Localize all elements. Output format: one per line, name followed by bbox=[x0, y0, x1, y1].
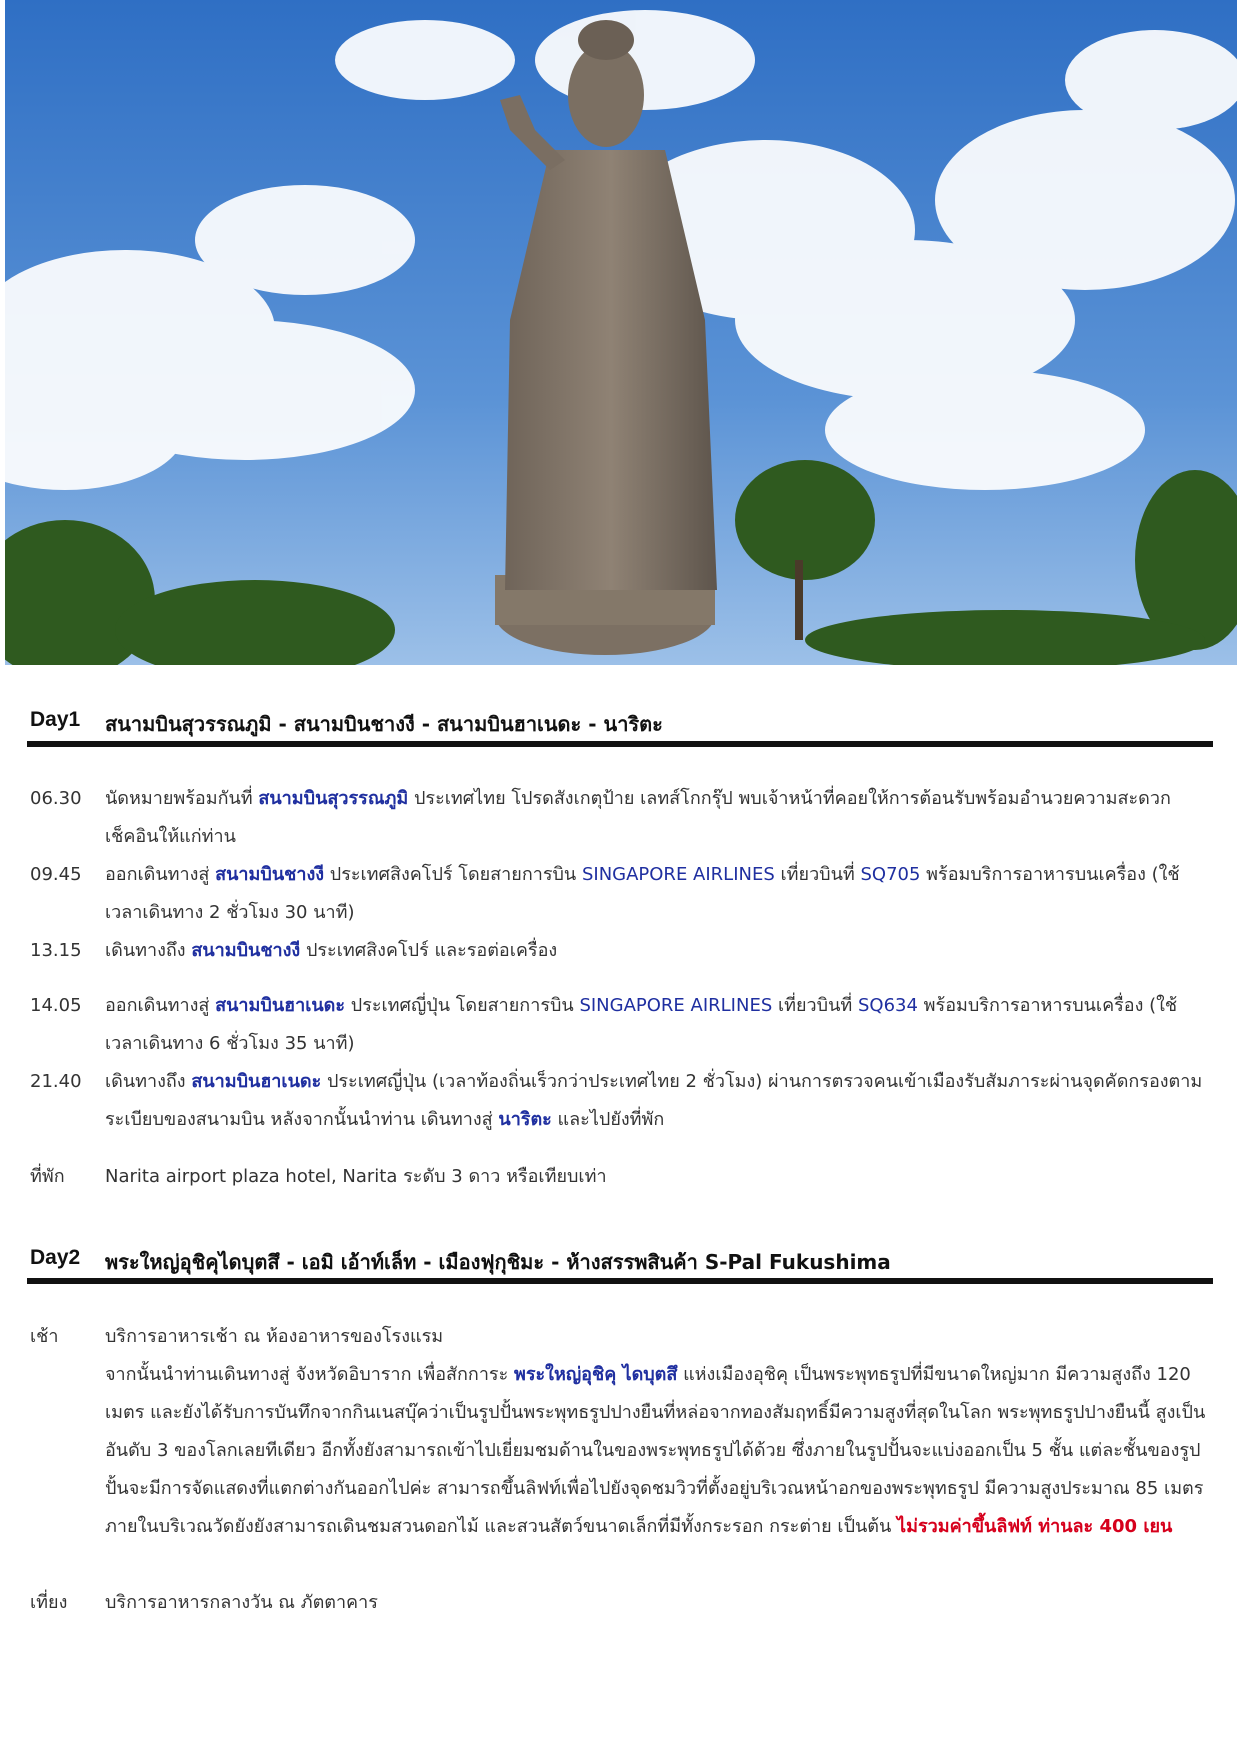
row-time: ที่พัก bbox=[30, 1166, 65, 1187]
day1-label: Day1 bbox=[30, 708, 81, 731]
airport-highlight: สนามบินสุวรรณภูมิ bbox=[258, 788, 409, 809]
day2-label: Day2 bbox=[30, 1246, 81, 1269]
row-text-part: เดินทางถึง bbox=[105, 1071, 192, 1092]
day2-title: พระใหญ่อุชิคุไดบุตสึ - เอมิ เอ้าท์เล็ท - เมืองฟุกุชิมะ - ห้างสรรพสินค้า S-Pal Fukushima bbox=[105, 1250, 891, 1274]
row-text-part: ออกเดินทางสู่ bbox=[105, 995, 216, 1016]
row-text bbox=[105, 1318, 1215, 1546]
airport-highlight: สนามบินฮาเนดะ bbox=[191, 1071, 322, 1092]
attraction-highlight: พระใหญ่อุชิคุ ไดบุตสึ bbox=[513, 1364, 678, 1385]
row-text-part: ประเทศไทย โปรดสังเกตุป้าย เลทส์โกกรุ๊ป พบเจ้าหน้าที่คอยให้การต้อนรับพร้อมอำนวยความสะดวก bbox=[408, 788, 1171, 809]
airline-name: SINGAPORE AIRLINES bbox=[581, 864, 775, 885]
row-time: 14.05 bbox=[30, 995, 82, 1016]
row-text-part: ระเบียบของสนามบิน หลังจากนั้นนำท่าน เดินทางสู่ bbox=[105, 1109, 499, 1130]
row-text-part: เช็คอินให้แก่ท่าน bbox=[105, 826, 236, 847]
day1-divider bbox=[27, 741, 1213, 747]
row-text-part: ประเทศสิงคโปร์ และรอต่อเครื่อง bbox=[300, 940, 558, 961]
row-text-part: เวลาเดินทาง 2 ชั่วโมง 30 นาที) bbox=[105, 902, 355, 923]
row-text bbox=[105, 856, 1215, 932]
airport-highlight: สนามบินชางงี bbox=[215, 864, 325, 885]
row-text bbox=[105, 987, 1215, 1063]
row-text-part: ประเทศสิงคโปร์ โดยสายการบิน bbox=[324, 864, 582, 885]
row-text-part: แห่งเมืองอุชิคุ เป็นพระพุทธรูปที่มีขนาดใหญ่มาก มีความสูงถึง 120 bbox=[677, 1364, 1191, 1385]
airport-highlight: สนามบินฮาเนดะ bbox=[215, 995, 346, 1016]
flight-number: SQ634 bbox=[857, 995, 918, 1016]
row-time: เช้า bbox=[30, 1326, 59, 1347]
day1-title: สนามบินสุวรรณภูมิ - สนามบินชางงี - สนามบินฮาเนดะ - นาริตะ bbox=[105, 712, 663, 736]
row-text-part: พร้อมบริการอาหารบนเครื่อง (ใช้ bbox=[917, 995, 1178, 1016]
hero-photo bbox=[5, 0, 1237, 665]
airline-name: SINGAPORE AIRLINES bbox=[579, 995, 773, 1016]
row-text-part: พร้อมบริการอาหารบนเครื่อง (ใช้ bbox=[920, 864, 1180, 885]
row-text-part: ออกเดินทางสู่ bbox=[105, 864, 216, 885]
row-text-part: ประเทศญี่ปุ่น โดยสายการบิน bbox=[345, 995, 580, 1016]
row-time: 09.45 bbox=[30, 864, 82, 885]
row-text-part: อันดับ 3 ของโลกเลยทีเดียว อีกทั้งยังสามารถเข้าไปเยี่ยมชมด้านในของพระพุทธรูปได้ด้วย ซึ่งภายในรูปปั้นจะแบ่งออกเป็น 5 ชั้น แต่ละชั้นของรูป bbox=[105, 1440, 1201, 1461]
row-text-part: จากนั้นนำท่านเดินทางสู่ จังหวัดอิบาราก เพื่อสักการะ bbox=[105, 1364, 514, 1385]
row-text bbox=[105, 780, 1215, 856]
day2-divider bbox=[27, 1278, 1213, 1284]
row-text-part: เที่ยวบินที่ bbox=[772, 995, 858, 1016]
row-text bbox=[105, 1063, 1215, 1139]
row-time: 13.15 bbox=[30, 940, 82, 961]
row-time: 21.40 bbox=[30, 1071, 82, 1092]
row-text-part: เวลาเดินทาง 6 ชั่วโมง 35 นาที) bbox=[105, 1033, 355, 1054]
row-text-part: ปั้นจะมีการจัดแสดงที่แตกต่างกันออกไปค่ะ สามารถขึ้นลิฟท์เพื่อไปยังจุดชมวิวที่ตั้งอยู่บริเวณหน้าอกของพระพุทธรูป มีความสูงประมาณ 85 เมตร bbox=[105, 1478, 1204, 1499]
row-text: บริการอาหารกลางวัน ณ ภัตตาคาร bbox=[105, 1592, 378, 1613]
row-text: Narita airport plaza hotel, Narita ระดับ 3 ดาว หรือเทียบเท่า bbox=[105, 1166, 607, 1187]
standing-buddha-photo-icon bbox=[5, 0, 1237, 665]
fee-note: ไม่รวมค่าขึ้นลิฟท์ ท่านละ 400 เยน bbox=[897, 1516, 1173, 1537]
row-text-part: บริการอาหารเช้า ณ ห้องอาหารของโรงแรม bbox=[105, 1326, 444, 1347]
row-text bbox=[105, 932, 1215, 970]
row-text-part: เดินทางถึง bbox=[105, 940, 192, 961]
row-time: 06.30 bbox=[30, 788, 82, 809]
flight-number: SQ705 bbox=[860, 864, 921, 885]
row-text-part: และไปยังที่พัก bbox=[551, 1109, 665, 1130]
row-text-part: ประเทศญี่ปุ่น (เวลาท้องถิ่นเร็วกว่าประเทศไทย 2 ชั่วโมง) ผ่านการตรวจคนเข้าเมืองรับสัมภาระผ่านจุดคัดกรองตาม bbox=[321, 1071, 1203, 1092]
row-text-part: เที่ยวบินที่ bbox=[774, 864, 861, 885]
row-text-part: เมตร และยังได้รับการบันทึกจากกินเนสบุ๊คว่าเป็นรูปปั้นพระพุทธรูปปางยืนที่หล่อจากทองสัมฤทธิ์มีความสูงที่สุดในโลก พระพุทธรูปปางยืนนี้ สูงเป็น bbox=[105, 1402, 1206, 1423]
city-highlight: นาริตะ bbox=[498, 1109, 552, 1130]
row-time: เที่ยง bbox=[30, 1592, 68, 1613]
airport-highlight: สนามบินชางงี bbox=[191, 940, 301, 961]
row-text-part: ภายในบริเวณวัดยังยังสามารถเดินชมสวนดอกไม้ และสวนสัตว์ขนาดเล็กที่มีทั้งกระรอก กระต่าย เป็นต้น bbox=[105, 1516, 898, 1537]
row-text-part: นัดหมายพร้อมกันที่ bbox=[105, 788, 259, 809]
